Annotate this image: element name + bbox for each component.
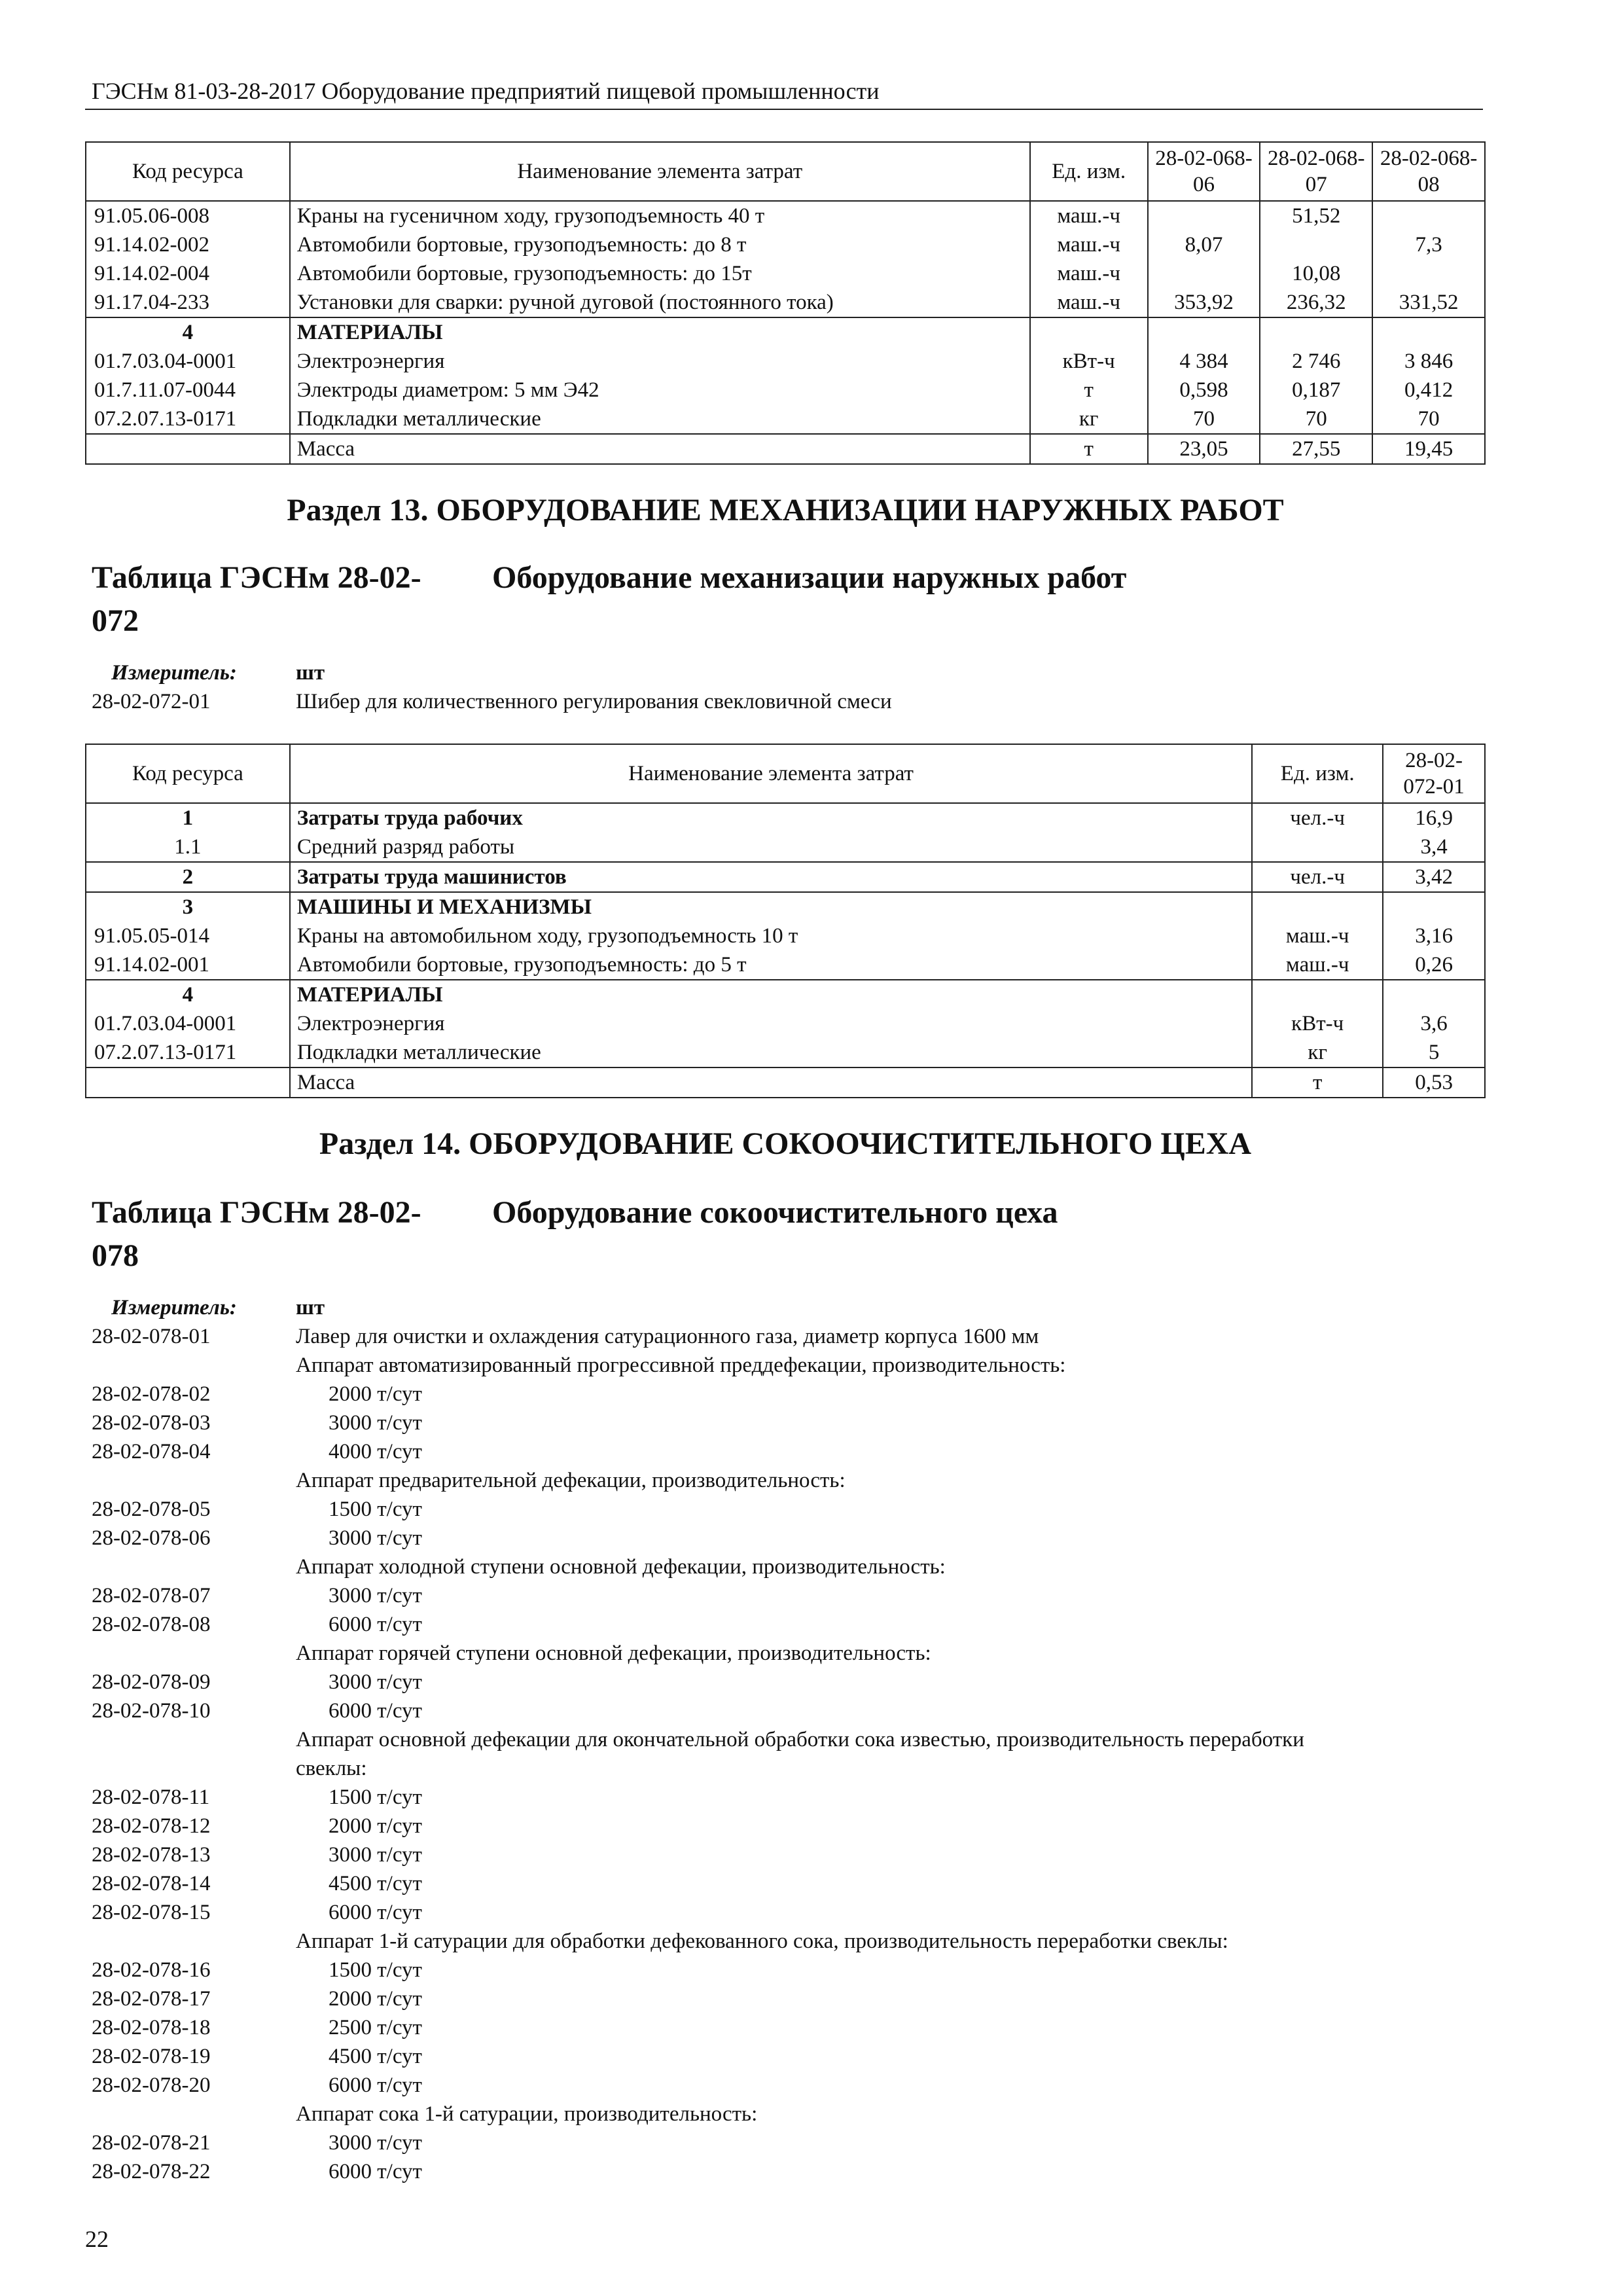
cell-unit: кг	[1252, 1038, 1383, 1067]
col-header-072-01: 28-02-072-01	[1383, 744, 1485, 803]
section-14-title: Раздел 14. ОБОРУДОВАНИЕ СОКООЧИСТИТЕЛЬНОГО ЦЕХА	[319, 1126, 1252, 1161]
cell-value: 3,42	[1383, 862, 1485, 892]
cell-unit: маш.-ч	[1030, 288, 1148, 317]
list-item	[92, 1495, 1486, 1524]
cell-unit	[1252, 980, 1383, 1009]
header-rule	[85, 109, 1483, 110]
item-code: 28-02-078-13	[92, 1843, 211, 1867]
measurer-value: шт	[296, 661, 325, 685]
table-row	[86, 1009, 1485, 1038]
item-code	[92, 1754, 296, 1783]
list-item	[92, 1984, 1486, 2013]
table-row	[86, 259, 1485, 288]
list-item	[92, 1581, 1486, 1610]
item-code: 28-02-078-08	[92, 1613, 211, 1636]
item-code: 28-02-078-20	[92, 2073, 211, 2097]
items-072	[92, 687, 1486, 716]
cell-value	[1148, 201, 1260, 230]
item-code	[92, 1725, 296, 1754]
col-header-unit: Ед. изм.	[1252, 744, 1383, 803]
cell-unit	[1252, 833, 1383, 862]
cell-value	[1372, 317, 1485, 347]
list-item	[92, 1754, 1486, 1783]
cell-value	[1372, 259, 1485, 288]
cell-value: 0,187	[1260, 376, 1372, 404]
cell-name: Автомобили бортовые, грузоподъемность: до 5 т	[290, 950, 1252, 980]
list-item	[92, 1322, 1486, 1351]
item-text: 1500 т/сут	[329, 1785, 422, 1809]
measurer-072	[92, 658, 325, 687]
item-code: 28-02-078-03	[92, 1411, 211, 1435]
cell-name: Установки для сварки: ручной дуговой (постоянного тока)	[290, 288, 1030, 317]
items-078	[92, 1322, 1486, 2186]
table-row	[86, 862, 1485, 892]
item-code	[92, 1639, 296, 1668]
cell-unit: чел.-ч	[1252, 803, 1383, 833]
cell-value: 23,05	[1148, 434, 1260, 464]
item-code: 28-02-078-18	[92, 2016, 211, 2039]
item-code: 28-02-078-02	[92, 1382, 211, 1406]
item-code	[92, 1351, 296, 1380]
item-code: 28-02-078-09	[92, 1670, 211, 1694]
col-header-code: Код ресурса	[86, 744, 290, 803]
cell-value	[1148, 259, 1260, 288]
cell-value: 2 746	[1260, 347, 1372, 376]
cell-code: 2	[86, 862, 290, 892]
item-text: 4500 т/сут	[329, 2045, 422, 2068]
item-text: Аппарат горячей ступени основной дефекации, производительность:	[296, 1641, 931, 1665]
item-code: 28-02-078-07	[92, 1584, 211, 1607]
item-text: 4000 т/сут	[329, 1440, 422, 1463]
cell-value	[1260, 317, 1372, 347]
running-header: ГЭСНм 81-03-28-2017 Оборудование предприятий пищевой промышленности	[92, 78, 880, 104]
cell-name: Краны на автомобильном ходу, грузоподъемность 10 т	[290, 922, 1252, 950]
cell-name: Средний разряд работы	[290, 833, 1252, 862]
item-text: 3000 т/сут	[329, 1670, 422, 1694]
item-text: 3000 т/сут	[329, 1584, 422, 1607]
cell-code: 1.1	[86, 833, 290, 862]
item-code: 28-02-078-19	[92, 2045, 211, 2068]
list-item	[92, 1610, 1486, 1639]
cell-value: 70	[1148, 404, 1260, 434]
item-text: 3000 т/сут	[329, 1843, 422, 1867]
list-item	[92, 1437, 1486, 1466]
table-header-row	[86, 744, 1485, 803]
cell-code: 4	[86, 980, 290, 1009]
table-078-title	[92, 1191, 1058, 1278]
table-078-number: 078	[92, 1238, 139, 1273]
cell-code: 91.14.02-004	[86, 259, 290, 288]
col-header-name: Наименование элемента затрат	[290, 142, 1030, 201]
cell-name: Подкладки металлические	[290, 1038, 1252, 1067]
cell-unit: кВт-ч	[1030, 347, 1148, 376]
cell-name: Подкладки металлические	[290, 404, 1030, 434]
list-item	[92, 1898, 1486, 1927]
list-item	[92, 1783, 1486, 1812]
list-item	[92, 2042, 1486, 2071]
cell-unit: кг	[1030, 404, 1148, 434]
list-item	[92, 2071, 1486, 2100]
cell-name: Электроэнергия	[290, 1009, 1252, 1038]
cell-code: 91.14.02-002	[86, 230, 290, 259]
list-item	[92, 1668, 1486, 1696]
cell-value: 19,45	[1372, 434, 1485, 464]
cell-unit: чел.-ч	[1252, 862, 1383, 892]
cell-code: 01.7.11.07-0044	[86, 376, 290, 404]
cell-value: 70	[1260, 404, 1372, 434]
col-header-name: Наименование элемента затрат	[290, 744, 1252, 803]
cell-name: Масса	[290, 1067, 1252, 1098]
col-header-068-07: 28-02-068-07	[1260, 142, 1372, 201]
cell-value: 3,6	[1383, 1009, 1485, 1038]
section-13-title: Раздел 13. ОБОРУДОВАНИЕ МЕХАНИЗАЦИИ НАРУЖНЫХ РАБОТ	[287, 493, 1284, 528]
cell-value: 0,412	[1372, 376, 1485, 404]
cell-name: Затраты труда машинистов	[290, 862, 1252, 892]
cell-unit: т	[1030, 376, 1148, 404]
cell-code: 3	[86, 892, 290, 922]
cell-code: 01.7.03.04-0001	[86, 347, 290, 376]
cell-value: 3 846	[1372, 347, 1485, 376]
item-code: 28-02-078-05	[92, 1498, 211, 1521]
cell-value: 3,4	[1383, 833, 1485, 862]
item-code: 28-02-078-01	[92, 1325, 211, 1348]
table-row	[86, 833, 1485, 862]
cell-value: 0,26	[1383, 950, 1485, 980]
item-code	[92, 1552, 296, 1581]
list-item	[92, 1351, 1486, 1380]
item-text: 6000 т/сут	[329, 1613, 422, 1636]
table-068	[85, 141, 1486, 465]
cell-value: 10,08	[1260, 259, 1372, 288]
item-code: 28-02-078-21	[92, 2131, 211, 2155]
cell-unit: маш.-ч	[1252, 922, 1383, 950]
item-text: 2000 т/сут	[329, 1382, 422, 1406]
item-text: 2000 т/сут	[329, 1987, 422, 2011]
cell-unit: маш.-ч	[1030, 259, 1148, 288]
table-header-row	[86, 142, 1485, 201]
table-row	[86, 1067, 1485, 1098]
list-item	[92, 687, 1486, 716]
list-item	[92, 1869, 1486, 1898]
cell-value: 3,16	[1383, 922, 1485, 950]
table-row	[86, 317, 1485, 347]
cell-code	[86, 1067, 290, 1098]
table-row	[86, 201, 1485, 230]
cell-value: 236,32	[1260, 288, 1372, 317]
table-row	[86, 288, 1485, 317]
table-row	[86, 1038, 1485, 1067]
table-072-label: Таблица ГЭСНм 28-02-	[92, 560, 421, 595]
cell-name: Масса	[290, 434, 1030, 464]
item-code	[92, 1927, 296, 1956]
item-code: 28-02-078-22	[92, 2160, 211, 2183]
list-item	[92, 2100, 1486, 2128]
col-header-068-06: 28-02-068-06	[1148, 142, 1260, 201]
item-text: 1500 т/сут	[329, 1498, 422, 1521]
list-item	[92, 2128, 1486, 2157]
item-text: свеклы:	[296, 1757, 367, 1780]
item-code: 28-02-078-06	[92, 1526, 211, 1550]
item-text: Аппарат автоматизированный прогрессивной преддефекации, производительность:	[296, 1354, 1066, 1377]
list-item	[92, 1466, 1486, 1495]
page-number: 22	[85, 2226, 109, 2252]
cell-code: 01.7.03.04-0001	[86, 1009, 290, 1038]
measurer-label: Измеритель:	[111, 661, 237, 685]
table-row	[86, 376, 1485, 404]
cell-code: 1	[86, 803, 290, 833]
table-row	[86, 434, 1485, 464]
list-item	[92, 1380, 1486, 1408]
cell-code	[86, 434, 290, 464]
cell-value: 353,92	[1148, 288, 1260, 317]
item-text: 3000 т/сут	[329, 2131, 422, 2155]
cell-unit: маш.-ч	[1030, 230, 1148, 259]
table-078-label: Таблица ГЭСНм 28-02-	[92, 1195, 421, 1230]
table-row	[86, 892, 1485, 922]
measurer-value: шт	[296, 1296, 325, 1319]
item-code: 28-02-078-10	[92, 1699, 211, 1723]
cell-code: 91.17.04-233	[86, 288, 290, 317]
cell-code: 91.05.05-014	[86, 922, 290, 950]
cell-value: 0,53	[1383, 1067, 1485, 1098]
list-item	[92, 1840, 1486, 1869]
measurer-label: Измеритель:	[111, 1296, 237, 1319]
item-text: 6000 т/сут	[329, 1901, 422, 1924]
item-text: 6000 т/сут	[329, 2160, 422, 2183]
table-row	[86, 803, 1485, 833]
item-text: 4500 т/сут	[329, 1872, 422, 1895]
cell-name: Краны на гусеничном ходу, грузоподъемность 40 т	[290, 201, 1030, 230]
item-code: 28-02-078-11	[92, 1785, 210, 1809]
item-text: Лавер для очистки и охлаждения сатурационного газа, диаметр корпуса 1600 мм	[296, 1325, 1039, 1348]
cell-value	[1148, 317, 1260, 347]
item-text: 3000 т/сут	[329, 1411, 422, 1435]
table-078-name: Оборудование сокоочистительного цеха	[492, 1195, 1058, 1230]
cell-unit: маш.-ч	[1030, 201, 1148, 230]
item-text: Аппарат 1-й сатурации для обработки дефекованного сока, производительность переработки свеклы:	[296, 1929, 1228, 1953]
list-item	[92, 1552, 1486, 1581]
cell-value: 8,07	[1148, 230, 1260, 259]
col-header-unit: Ед. изм.	[1030, 142, 1148, 201]
table-072-title	[92, 556, 1126, 643]
table-072-name: Оборудование механизации наружных работ	[492, 560, 1127, 595]
cell-unit	[1030, 317, 1148, 347]
cell-name: Автомобили бортовые, грузоподъемность: до 15т	[290, 259, 1030, 288]
list-item	[92, 1639, 1486, 1668]
list-item	[92, 1812, 1486, 1840]
cell-code: 07.2.07.13-0171	[86, 404, 290, 434]
list-item	[92, 1524, 1486, 1552]
table-row	[86, 404, 1485, 434]
col-header-068-08: 28-02-068-08	[1372, 142, 1485, 201]
item-text: 6000 т/сут	[329, 1699, 422, 1723]
cell-value: 70	[1372, 404, 1485, 434]
cell-name: Электроды диаметром: 5 мм Э42	[290, 376, 1030, 404]
item-text: 2500 т/сут	[329, 2016, 422, 2039]
cell-code: 4	[86, 317, 290, 347]
cell-value: 51,52	[1260, 201, 1372, 230]
cell-unit: т	[1252, 1067, 1383, 1098]
cell-name: Электроэнергия	[290, 347, 1030, 376]
cell-name: Автомобили бортовые, грузоподъемность: до 8 т	[290, 230, 1030, 259]
list-item	[92, 1927, 1486, 1956]
cell-value	[1383, 892, 1485, 922]
item-text: 6000 т/сут	[329, 2073, 422, 2097]
list-item	[92, 1696, 1486, 1725]
item-code: 28-02-078-04	[92, 1440, 211, 1463]
item-text: Шибер для количественного регулирования свекловичной смеси	[296, 690, 892, 713]
cell-value: 27,55	[1260, 434, 1372, 464]
cell-code: 91.14.02-001	[86, 950, 290, 980]
cell-unit	[1252, 892, 1383, 922]
cell-value: 4 384	[1148, 347, 1260, 376]
cell-value: 0,598	[1148, 376, 1260, 404]
cell-unit: т	[1030, 434, 1148, 464]
table-row	[86, 347, 1485, 376]
table-row	[86, 980, 1485, 1009]
list-item	[92, 2013, 1486, 2042]
cell-code: 91.05.06-008	[86, 201, 290, 230]
measurer-078	[92, 1293, 325, 1322]
cell-value	[1372, 201, 1485, 230]
list-item	[92, 1408, 1486, 1437]
item-code: 28-02-078-16	[92, 1958, 211, 1982]
col-header-code: Код ресурса	[86, 142, 290, 201]
item-code: 28-02-072-01	[92, 690, 211, 713]
item-text: Аппарат сока 1-й сатурации, производительность:	[296, 2102, 758, 2126]
cell-value: 5	[1383, 1038, 1485, 1067]
cell-value: 16,9	[1383, 803, 1485, 833]
cell-code: 07.2.07.13-0171	[86, 1038, 290, 1067]
item-text: Аппарат предварительной дефекации, производительность:	[296, 1469, 846, 1492]
item-code: 28-02-078-17	[92, 1987, 211, 2011]
table-row	[86, 922, 1485, 950]
item-code: 28-02-078-12	[92, 1814, 211, 1838]
cell-value	[1260, 230, 1372, 259]
cell-value: 331,52	[1372, 288, 1485, 317]
item-text: 1500 т/сут	[329, 1958, 422, 1982]
cell-unit: кВт-ч	[1252, 1009, 1383, 1038]
item-text: Аппарат холодной ступени основной дефекации, производительность:	[296, 1555, 946, 1579]
list-item	[92, 1725, 1486, 1754]
cell-value: 7,3	[1372, 230, 1485, 259]
list-item	[92, 2157, 1486, 2186]
item-code	[92, 2100, 296, 2128]
cell-value	[1383, 980, 1485, 1009]
item-text: 3000 т/сут	[329, 1526, 422, 1550]
cell-name: МАТЕРИАЛЫ	[290, 980, 1252, 1009]
item-code: 28-02-078-15	[92, 1901, 211, 1924]
table-row	[86, 230, 1485, 259]
item-code	[92, 1466, 296, 1495]
list-item	[92, 1956, 1486, 1984]
item-text: 2000 т/сут	[329, 1814, 422, 1838]
cell-name: МАТЕРИАЛЫ	[290, 317, 1030, 347]
cell-name: Затраты труда рабочих	[290, 803, 1252, 833]
table-row	[86, 950, 1485, 980]
table-072	[85, 744, 1486, 1098]
table-072-number: 072	[92, 603, 139, 638]
cell-name: МАШИНЫ И МЕХАНИЗМЫ	[290, 892, 1252, 922]
item-text: Аппарат основной дефекации для окончательной обработки сока известью, производительность переработки	[296, 1728, 1304, 1751]
item-code: 28-02-078-14	[92, 1872, 211, 1895]
cell-unit: маш.-ч	[1252, 950, 1383, 980]
